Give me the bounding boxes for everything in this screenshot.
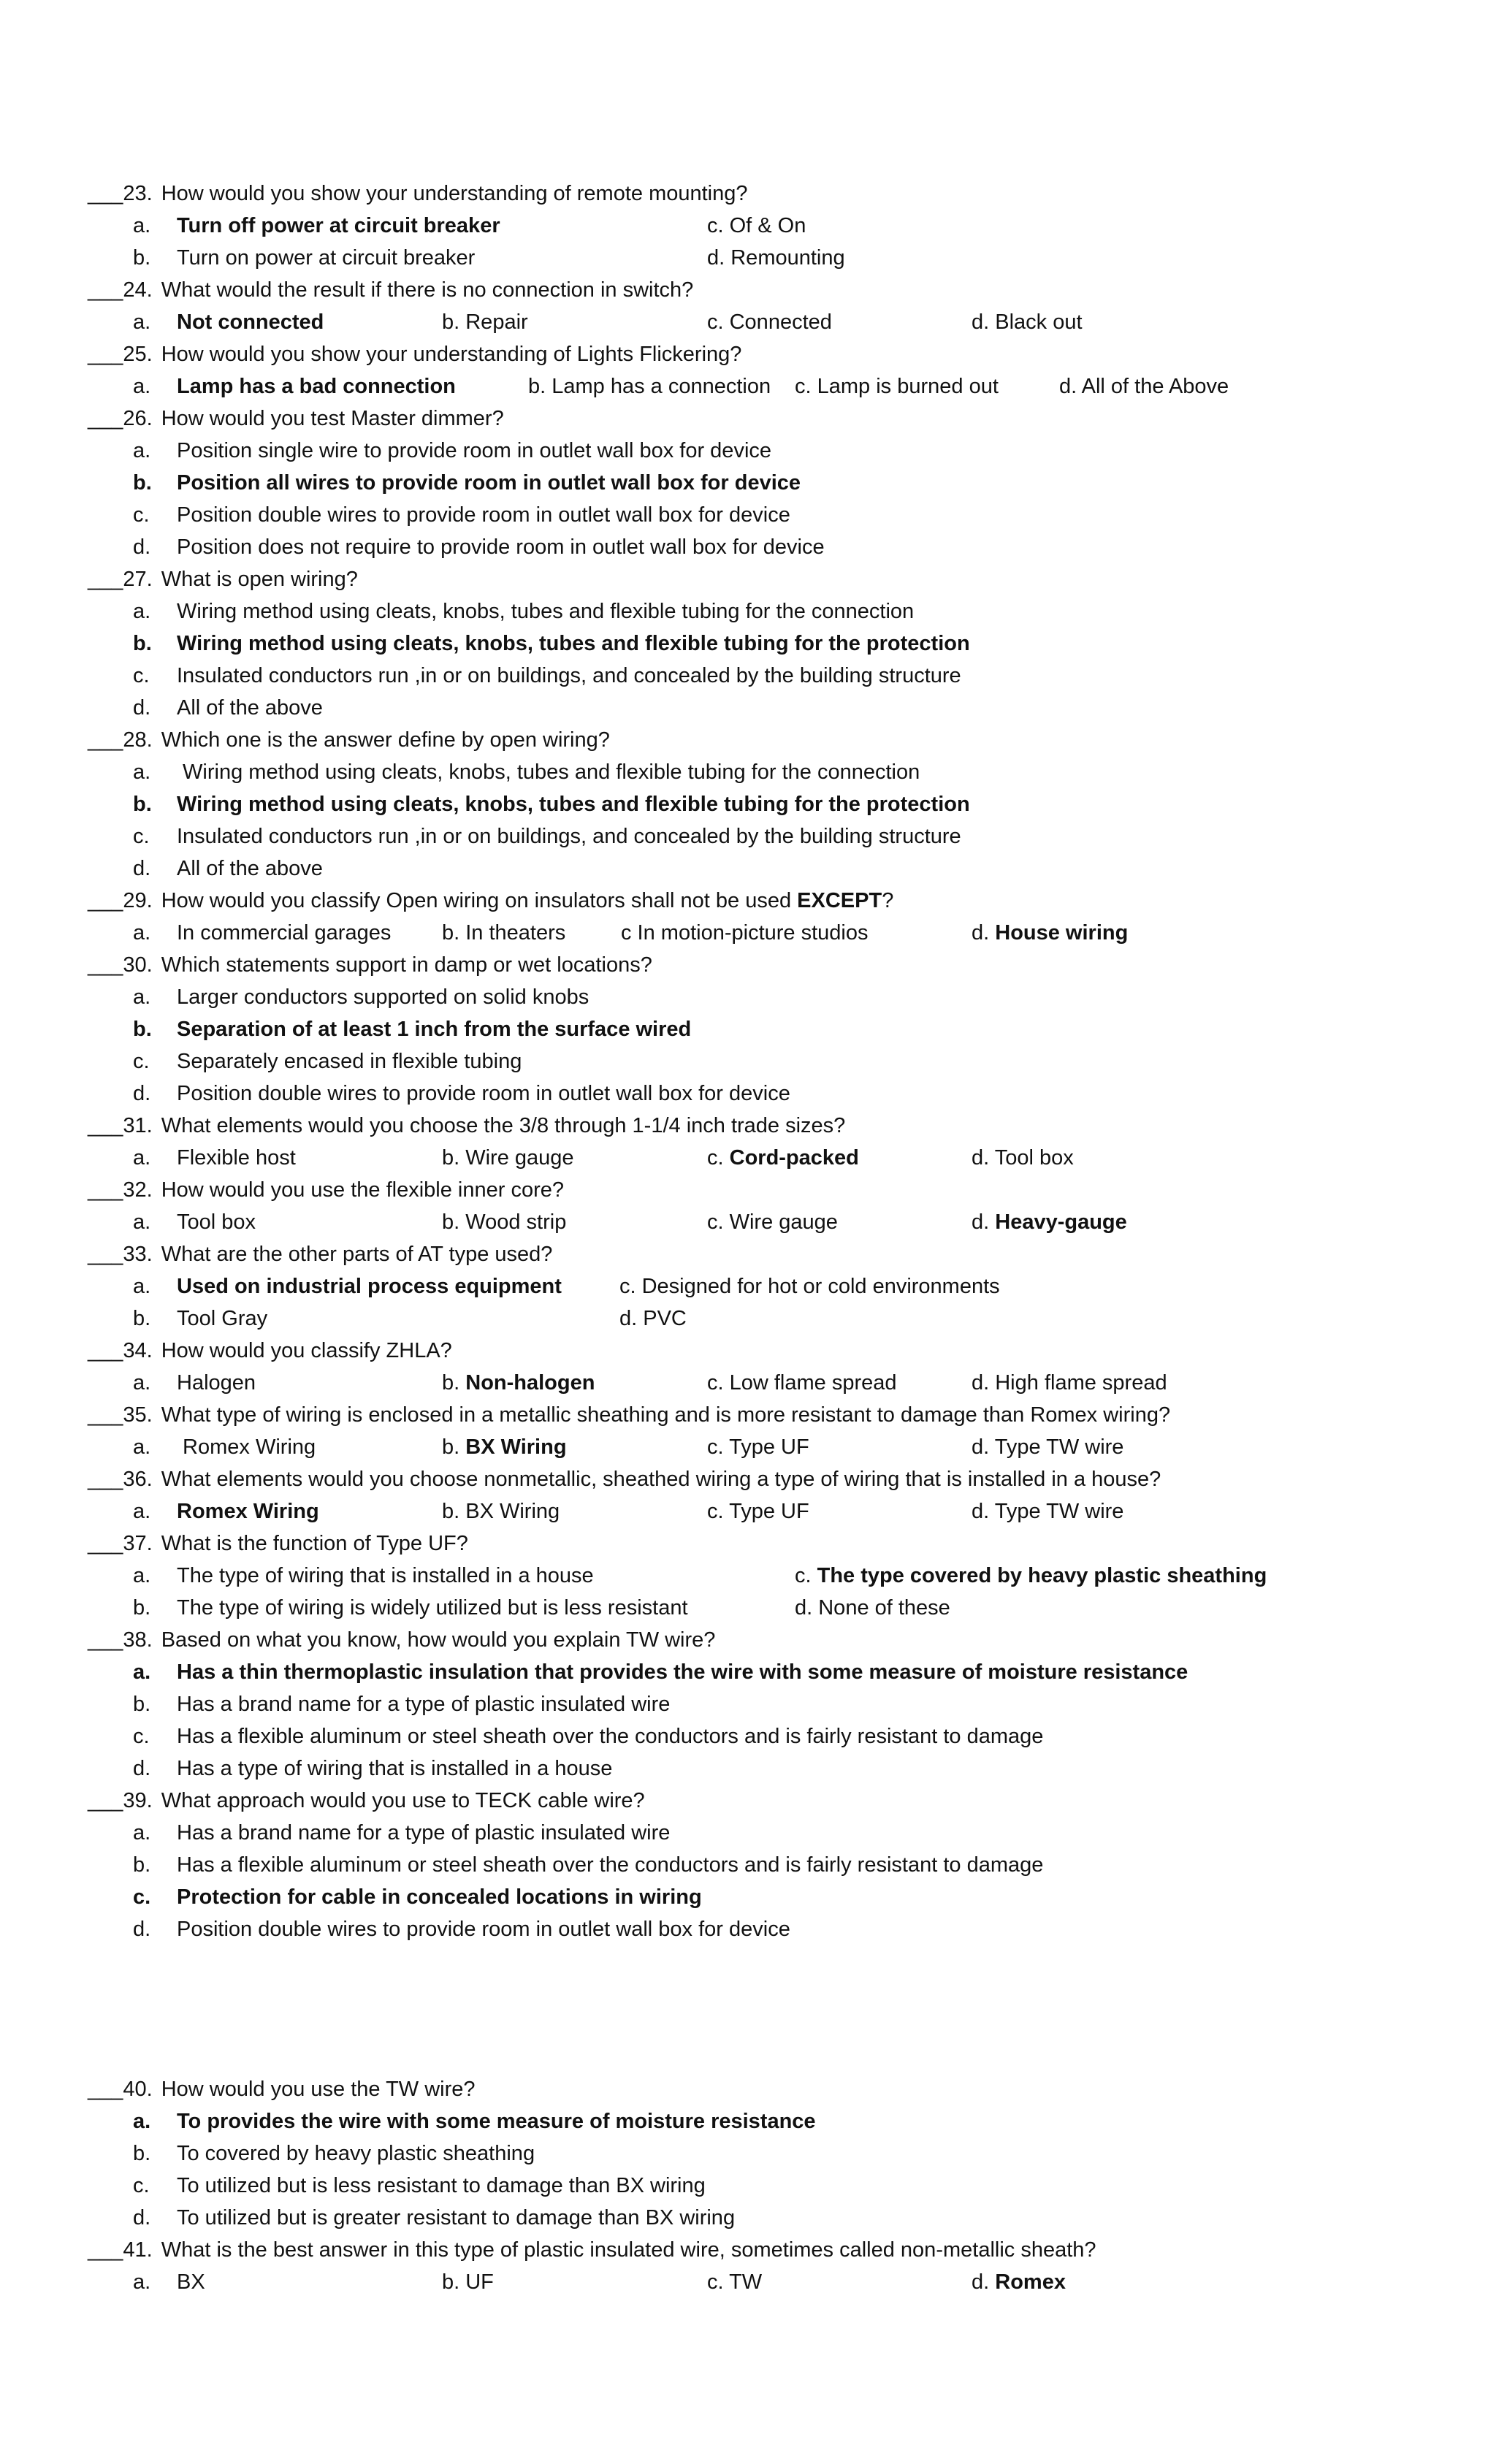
option-prefix: b.: [442, 1435, 466, 1459]
option-b: b. UF: [442, 2270, 494, 2294]
option-text: Position double wires to provide room in outlet wall box for device: [177, 1918, 790, 1941]
question-37: [88, 1527, 1424, 1560]
question-25: [88, 338, 1424, 370]
option-row: [88, 1817, 1424, 1849]
option-row: [88, 210, 1424, 242]
question-number: ___36.: [88, 1468, 153, 1491]
question-24: [88, 274, 1424, 306]
option-text: Has a flexible aluminum or steel sheath over the conductors and is fairly resistant to damage: [177, 1853, 1044, 1877]
option-row: [88, 2202, 1424, 2234]
question-28: [88, 724, 1424, 756]
option-answer: Romex: [995, 2270, 1066, 2294]
option-b: [442, 1431, 567, 1463]
question-36: [88, 1463, 1424, 1495]
option-row: [88, 1688, 1424, 1720]
option-text: Wiring method using cleats, knobs, tubes and flexible tubing for the connection: [177, 760, 920, 784]
option-a: The type of wiring that is installed in a house: [177, 1564, 594, 1587]
option-text: Has a type of wiring that is installed in a house: [177, 1757, 613, 1780]
option-letter: a.: [133, 1821, 151, 1845]
option-text: Larger conductors supported on solid knobs: [177, 985, 589, 1009]
option-letter: c.: [133, 825, 150, 848]
option-text: All of the above: [177, 857, 323, 880]
option-a-answer: Used on industrial process equipment: [177, 1275, 562, 1298]
option-c: c. TW: [707, 2270, 763, 2294]
option-row: [88, 1302, 1424, 1335]
option-c: c. Designed for hot or cold environments: [619, 1275, 1000, 1298]
option-letter: a.: [133, 1371, 151, 1395]
question-stem: How would you show your understanding of Lights Flickering?: [161, 343, 742, 366]
option-row: [88, 1592, 1424, 1624]
option-d: d. High flame spread: [972, 1371, 1167, 1395]
option-d: d. Remounting: [707, 246, 845, 270]
option-letter: a.: [133, 2270, 151, 2294]
option-c: c In motion-picture studios: [621, 921, 869, 945]
question-34: [88, 1335, 1424, 1367]
option-row: [88, 435, 1424, 467]
question-26: [88, 403, 1424, 435]
question-stem: How would you test Master dimmer?: [161, 407, 504, 430]
option-text: Separation of at least 1 inch from the surface wired: [177, 1018, 692, 1041]
question-number: ___37.: [88, 1532, 153, 1555]
question-stem: How would you show your understanding of remote mounting?: [161, 182, 748, 205]
question-number: ___32.: [88, 1178, 153, 1202]
option-c: c. Of & On: [707, 214, 806, 237]
option-text: Position does not require to provide room in outlet wall box for device: [177, 535, 825, 559]
option-letter: c.: [133, 1050, 150, 1073]
option-letter: a.: [133, 1146, 151, 1170]
question-stem: Based on what you know, how would you explain TW wire?: [161, 1628, 716, 1652]
question-stem: How would you use the TW wire?: [161, 2078, 476, 2101]
option-letter: a.: [133, 439, 151, 462]
question-number: ___23.: [88, 182, 153, 205]
question-23: [88, 178, 1424, 210]
option-b: Turn on power at circuit breaker: [177, 246, 476, 270]
option-a-answer: Romex Wiring: [177, 1500, 319, 1523]
question-number: ___29.: [88, 889, 153, 912]
option-row: [88, 853, 1424, 885]
option-row-answer: [88, 1656, 1424, 1688]
option-letter: b.: [133, 2142, 151, 2165]
question-35: [88, 1399, 1424, 1431]
option-row: [88, 2170, 1424, 2202]
question-stem: What is open wiring?: [161, 568, 358, 591]
option-letter: a.: [133, 1564, 151, 1587]
question-33: [88, 1238, 1424, 1270]
option-text: To utilized but is less resistant to damage than BX wiring: [177, 2174, 706, 2197]
question-number: ___35.: [88, 1403, 153, 1427]
question-number: ___39.: [88, 1789, 153, 1812]
option-d: d. Tool box: [972, 1146, 1074, 1170]
option-row: [88, 531, 1424, 563]
option-letter: a.: [133, 310, 151, 334]
option-a: In commercial garages: [177, 921, 392, 945]
option-text: All of the above: [177, 696, 323, 720]
option-c: [707, 1142, 859, 1174]
question-27: [88, 563, 1424, 595]
option-a: Halogen: [177, 1371, 256, 1395]
option-c: [795, 1560, 1267, 1592]
question-number: ___30.: [88, 953, 153, 977]
option-letter: b.: [133, 793, 152, 816]
option-row-answer: [88, 628, 1424, 660]
page-gap: [88, 1945, 1424, 2073]
question-stem: How would you classify ZHLA?: [161, 1339, 452, 1362]
option-prefix: d.: [972, 2270, 996, 2294]
option-letter: b.: [133, 1018, 152, 1041]
question-number: ___27.: [88, 568, 153, 591]
option-letter: b.: [133, 1853, 151, 1877]
option-d: [972, 2266, 1066, 2298]
option-prefix: c.: [795, 1564, 817, 1587]
stem-text: How would you classify Open wiring on insulators shall not be used: [161, 889, 798, 912]
option-row: [88, 1270, 1424, 1302]
option-letter: a.: [133, 2110, 151, 2133]
option-row: [88, 1913, 1424, 1945]
option-prefix: d.: [972, 1210, 996, 1234]
option-text: Has a flexible aluminum or steel sheath over the conductors and is fairly resistant to damage: [177, 1725, 1044, 1748]
option-row: [88, 660, 1424, 692]
option-text: Position single wire to provide room in outlet wall box for device: [177, 439, 772, 462]
option-answer: The type covered by heavy plastic sheathing: [817, 1564, 1267, 1587]
question-39: [88, 1785, 1424, 1817]
option-a-answer: Turn off power at circuit breaker: [177, 214, 500, 237]
question-number: ___41.: [88, 2238, 153, 2262]
option-text: Wiring method using cleats, knobs, tubes and flexible tubing for the protection: [177, 793, 970, 816]
question-32: [88, 1174, 1424, 1206]
option-b: [442, 1367, 595, 1399]
option-a: Romex Wiring: [177, 1435, 316, 1459]
option-text: Protection for cable in concealed locations in wiring: [177, 1885, 702, 1909]
option-row: [88, 1206, 1424, 1238]
option-letter: b.: [133, 1307, 151, 1330]
option-d: d. All of the Above: [1059, 375, 1229, 398]
option-c: c. Type UF: [707, 1500, 809, 1523]
option-letter: a.: [133, 1500, 151, 1523]
question-38: [88, 1624, 1424, 1656]
option-c: c. Wire gauge: [707, 1210, 838, 1234]
option-c: c. Connected: [707, 310, 832, 334]
option-text: To utilized but is greater resistant to damage than BX wiring: [177, 2206, 736, 2230]
option-d: d. None of these: [795, 1596, 950, 1620]
option-d: d. PVC: [619, 1307, 687, 1330]
question-stem: What is the best answer in this type of plastic insulated wire, sometimes called non-metallic sheath?: [161, 2238, 1096, 2262]
question-number: ___38.: [88, 1628, 153, 1652]
option-prefix: c.: [707, 1146, 730, 1170]
question-stem: Which one is the answer define by open wiring?: [161, 728, 610, 752]
option-d: d. Type TW wire: [972, 1500, 1124, 1523]
option-row: [88, 981, 1424, 1013]
option-row: [88, 1045, 1424, 1077]
option-row: [88, 1720, 1424, 1752]
question-31: [88, 1110, 1424, 1142]
option-row: [88, 692, 1424, 724]
option-row: [88, 917, 1424, 949]
option-b: b. Wood strip: [442, 1210, 567, 1234]
option-d: d. Black out: [972, 310, 1083, 334]
option-letter: a.: [133, 375, 151, 398]
option-row: [88, 499, 1424, 531]
option-letter: a.: [133, 985, 151, 1009]
option-text: Has a thin thermoplastic insulation that provides the wire with some measure of moisture resistance: [177, 1660, 1188, 1684]
question-29: [88, 885, 1424, 917]
option-row-answer: [88, 1881, 1424, 1913]
option-a: Flexible host: [177, 1146, 296, 1170]
question-41: [88, 2234, 1424, 2266]
option-letter: a.: [133, 760, 151, 784]
option-text: Separately encased in flexible tubing: [177, 1050, 522, 1073]
option-b: b. Repair: [442, 310, 528, 334]
option-row: [88, 242, 1424, 274]
option-a: BX: [177, 2270, 205, 2294]
option-row: [88, 1752, 1424, 1785]
option-b: b. Lamp has a connection: [528, 375, 771, 398]
question-stem: What is the function of Type UF?: [161, 1532, 468, 1555]
option-row: [88, 1849, 1424, 1881]
option-text: Insulated conductors run ,in or on buildings, and concealed by the building structure: [177, 825, 961, 848]
option-b: b. BX Wiring: [442, 1500, 560, 1523]
option-row: [88, 1367, 1424, 1399]
option-text: Has a brand name for a type of plastic insulated wire: [177, 1693, 671, 1716]
option-a: Tool box: [177, 1210, 256, 1234]
stem-emphasis: EXCEPT: [797, 889, 882, 912]
option-letter: d.: [133, 2206, 151, 2230]
option-answer: House wiring: [995, 921, 1129, 945]
option-b: b. Wire gauge: [442, 1146, 574, 1170]
question-stem: [161, 889, 894, 912]
option-c: c. Type UF: [707, 1435, 809, 1459]
question-40: [88, 2073, 1424, 2105]
option-text: To covered by heavy plastic sheathing: [177, 2142, 535, 2165]
option-row: [88, 595, 1424, 628]
option-text: To provides the wire with some measure of moisture resistance: [177, 2110, 816, 2133]
option-row: [88, 370, 1424, 403]
question-30: [88, 949, 1424, 981]
option-letter: d.: [133, 1082, 151, 1105]
quiz-document: [88, 178, 1424, 2298]
option-text: Insulated conductors run ,in or on buildings, and concealed by the building structure: [177, 664, 961, 687]
question-stem: What are the other parts of AT type used?: [161, 1243, 553, 1266]
option-letter: c.: [133, 1725, 150, 1748]
option-d: [972, 1206, 1127, 1238]
option-row: [88, 1560, 1424, 1592]
option-letter: b.: [133, 1693, 151, 1716]
option-d: [972, 917, 1128, 949]
option-letter: d.: [133, 535, 151, 559]
option-letter: a.: [133, 1660, 151, 1684]
option-row-answer: [88, 1013, 1424, 1045]
question-stem: What approach would you use to TECK cable wire?: [161, 1789, 645, 1812]
option-prefix: d.: [972, 921, 996, 945]
option-letter: a.: [133, 1435, 151, 1459]
stem-text: ?: [882, 889, 894, 912]
option-letter: c.: [133, 664, 150, 687]
option-text: Wiring method using cleats, knobs, tubes and flexible tubing for the connection: [177, 600, 915, 623]
option-text: Wiring method using cleats, knobs, tubes and flexible tubing for the protection: [177, 632, 970, 655]
option-row: [88, 756, 1424, 788]
option-row: [88, 1077, 1424, 1110]
option-row-answer: [88, 2105, 1424, 2137]
option-b: Tool Gray: [177, 1307, 268, 1330]
option-row: [88, 1431, 1424, 1463]
option-row: [88, 2137, 1424, 2170]
option-c: c. Lamp is burned out: [795, 375, 999, 398]
option-answer: Heavy-gauge: [995, 1210, 1127, 1234]
option-row: [88, 2266, 1424, 2298]
option-a-answer: Lamp has a bad connection: [177, 375, 456, 398]
question-number: ___31.: [88, 1114, 153, 1137]
option-a-answer: Not connected: [177, 310, 324, 334]
option-text: Position double wires to provide room in outlet wall box for device: [177, 1082, 790, 1105]
option-letter: b.: [133, 632, 152, 655]
option-letter: b.: [133, 471, 152, 495]
option-letter: a.: [133, 1210, 151, 1234]
option-row-answer: [88, 467, 1424, 499]
option-row: [88, 306, 1424, 338]
option-row: [88, 820, 1424, 853]
option-row: [88, 1142, 1424, 1174]
question-number: ___25.: [88, 343, 153, 366]
option-b: b. In theaters: [442, 921, 566, 945]
option-letter: d.: [133, 696, 151, 720]
question-stem: What would the result if there is no connection in switch?: [161, 278, 694, 302]
option-letter: a.: [133, 600, 151, 623]
option-letter: b.: [133, 246, 151, 270]
question-stem: Which statements support in damp or wet locations?: [161, 953, 652, 977]
question-stem: What elements would you choose the 3/8 through 1-1/4 inch trade sizes?: [161, 1114, 846, 1137]
option-letter: a.: [133, 921, 151, 945]
question-number: ___34.: [88, 1339, 153, 1362]
question-stem: What type of wiring is enclosed in a metallic sheathing and is more resistant to damage than Romex wiring?: [161, 1403, 1171, 1427]
option-answer: BX Wiring: [465, 1435, 567, 1459]
question-number: ___33.: [88, 1243, 153, 1266]
option-prefix: b.: [442, 1371, 466, 1395]
option-letter: d.: [133, 857, 151, 880]
option-letter: c.: [133, 503, 150, 527]
option-letter: a.: [133, 1275, 151, 1298]
option-row: [88, 1495, 1424, 1527]
option-d: d. Type TW wire: [972, 1435, 1124, 1459]
question-number: ___26.: [88, 407, 153, 430]
option-answer: Cord-packed: [729, 1146, 859, 1170]
option-text: Position double wires to provide room in outlet wall box for device: [177, 503, 790, 527]
question-number: ___28.: [88, 728, 153, 752]
option-letter: c.: [133, 2174, 150, 2197]
option-letter: a.: [133, 214, 151, 237]
question-number: ___24.: [88, 278, 153, 302]
option-letter: c.: [133, 1885, 151, 1909]
option-text: Position all wires to provide room in outlet wall box for device: [177, 471, 801, 495]
option-letter: d.: [133, 1918, 151, 1941]
question-stem: How would you use the flexible inner core?: [161, 1178, 565, 1202]
option-letter: b.: [133, 1596, 151, 1620]
option-answer: Non-halogen: [465, 1371, 595, 1395]
option-row-answer: [88, 788, 1424, 820]
question-number: ___40.: [88, 2078, 153, 2101]
question-stem: What elements would you choose nonmetallic, sheathed wiring a type of wiring that is installed in a house?: [161, 1468, 1161, 1491]
option-letter: d.: [133, 1757, 151, 1780]
option-c: c. Low flame spread: [707, 1371, 897, 1395]
option-text: Has a brand name for a type of plastic insulated wire: [177, 1821, 671, 1845]
option-b: The type of wiring is widely utilized but is less resistant: [177, 1596, 688, 1620]
